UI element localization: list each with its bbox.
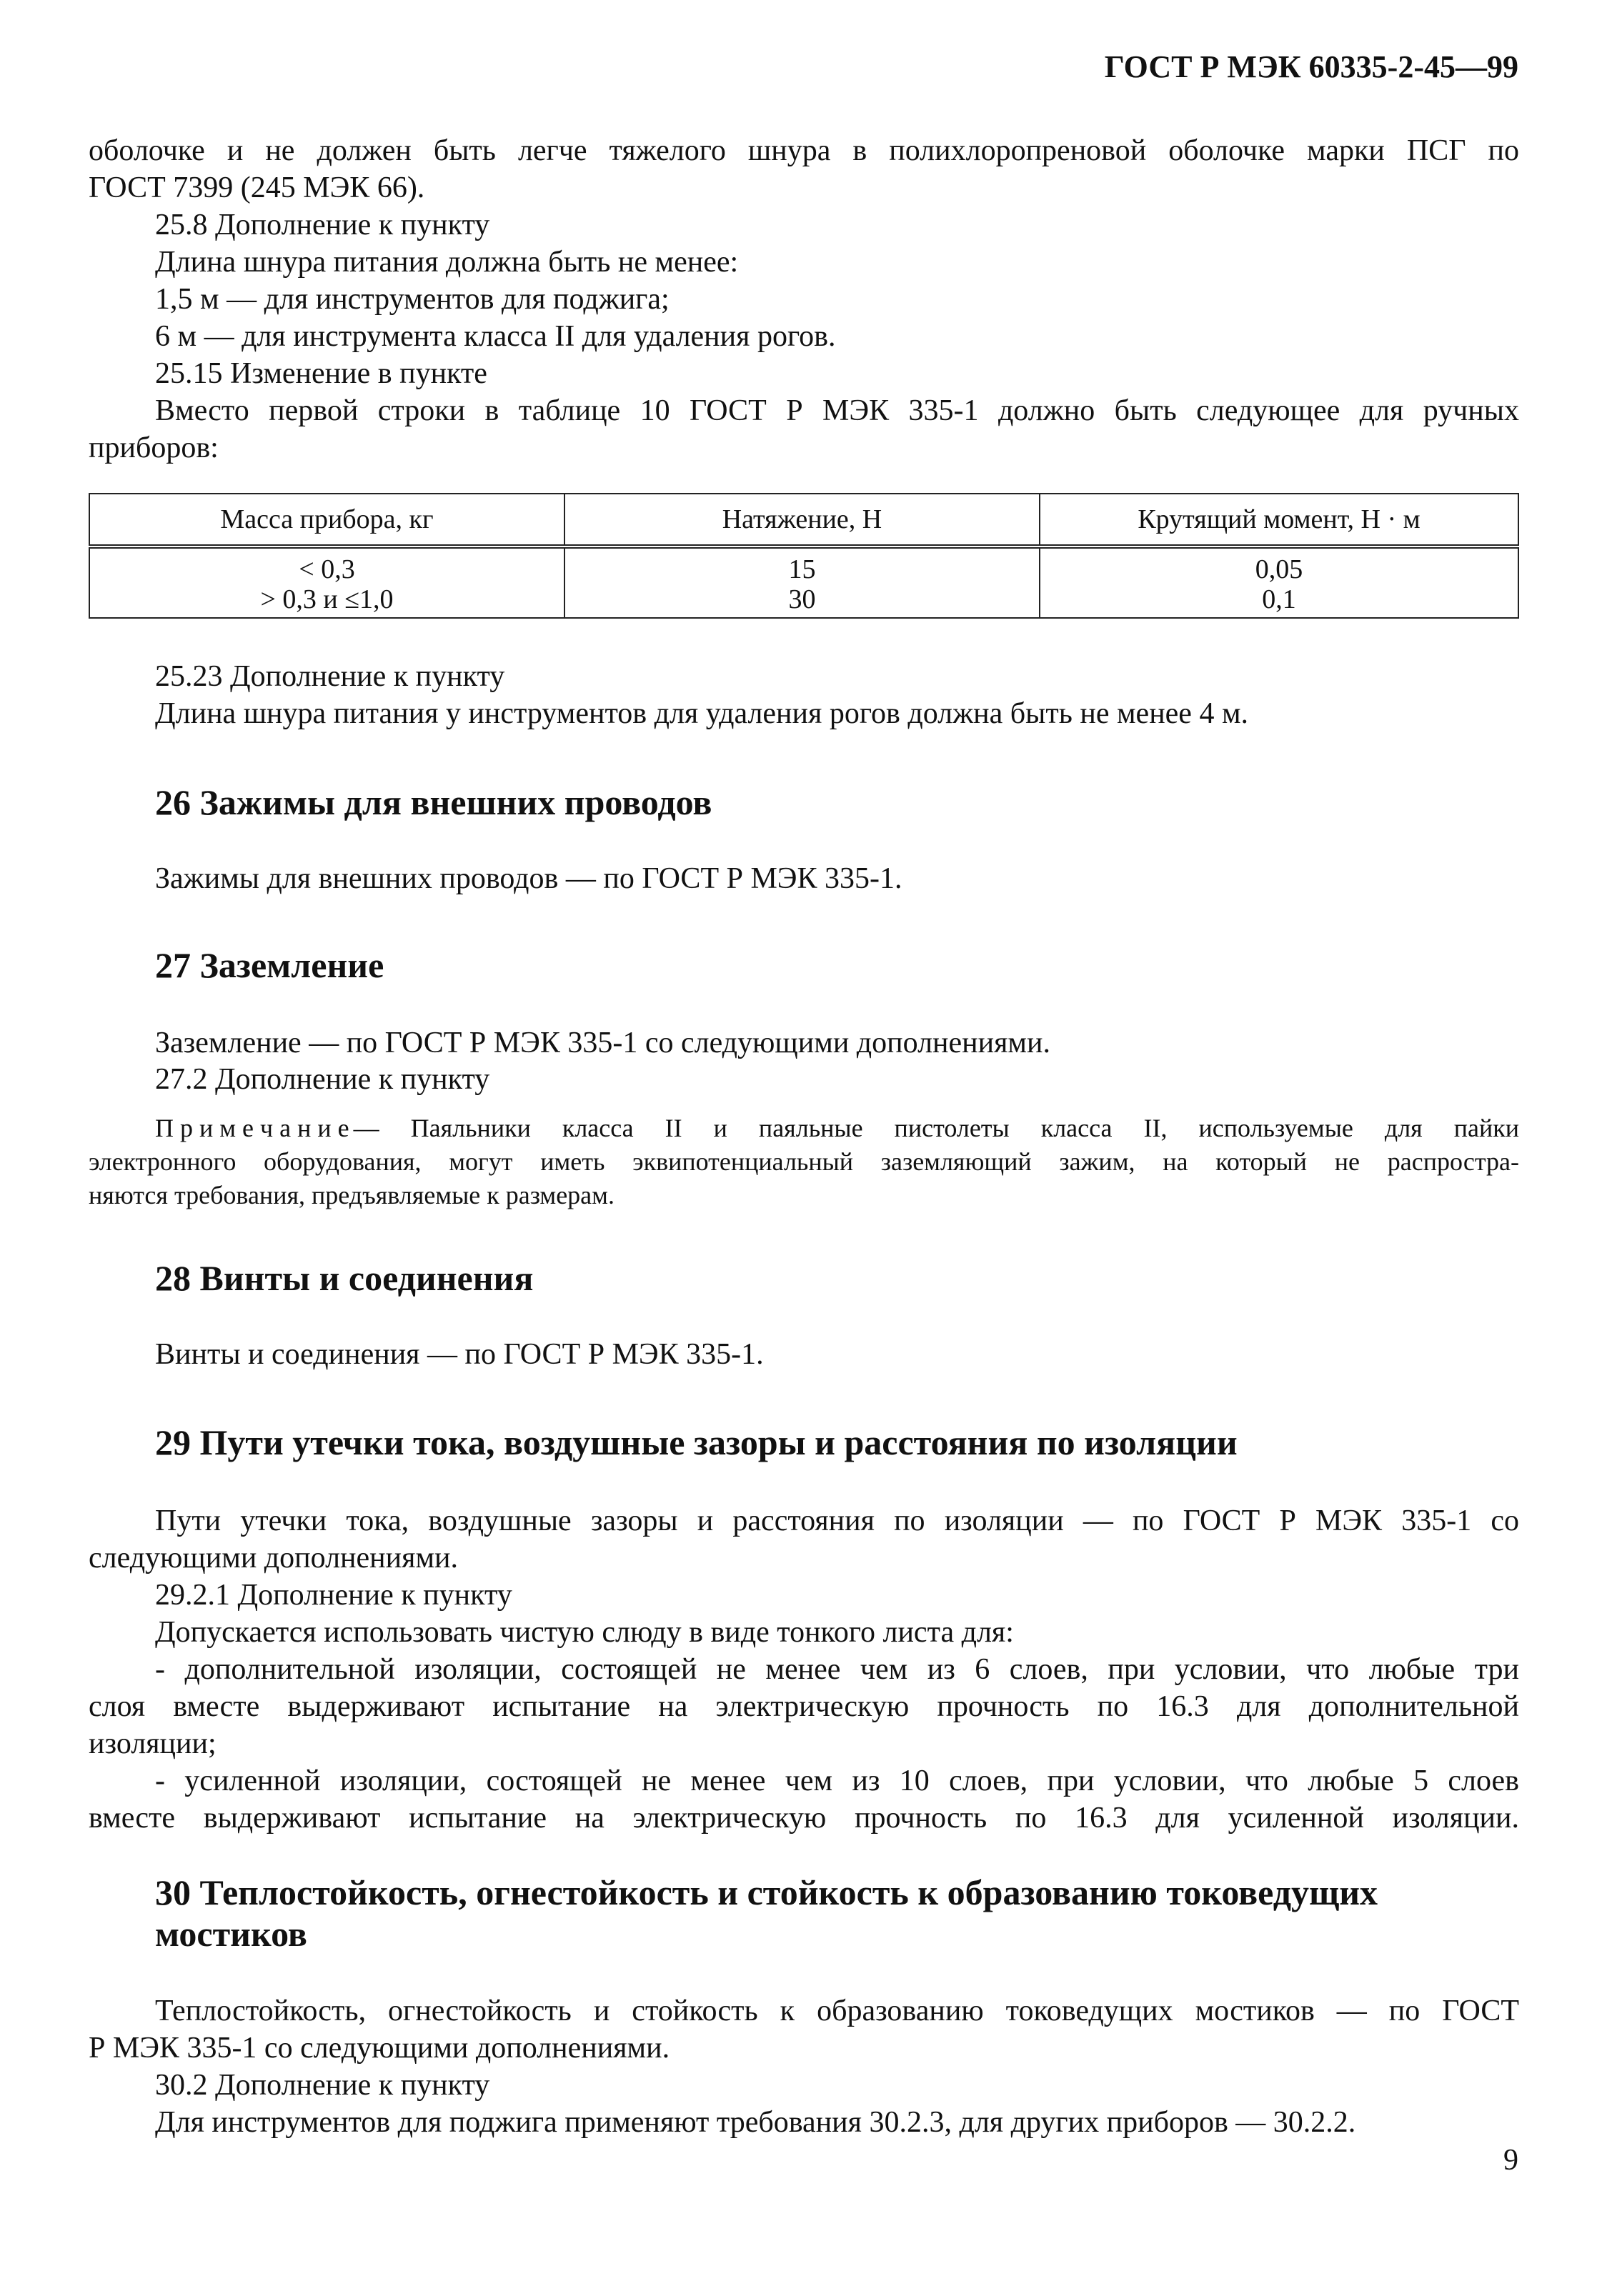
clause-reference: 29.2.1 Дополнение к пункту <box>155 1579 512 1612</box>
note-line: электронного оборудования, могут иметь эквипотенциальный заземляющий зажим, на который не распростра- <box>89 1147 1519 1176</box>
note-line: няются требования, предъявляемые к размерам. <box>89 1181 615 1209</box>
section-heading: 30 Теплостойкость, огнестойкость и стойкость к образованию токоведущих <box>155 1872 1378 1912</box>
paragraph-line: Заземление — по ГОСТ Р МЭК 335-1 со следующими дополнениями. <box>155 1027 1050 1059</box>
table-cell: 0,05 <box>1040 546 1518 584</box>
paragraph-line: Винты и соединения — по ГОСТ Р МЭК 335-1. <box>155 1338 764 1371</box>
clause-reference: 27.2 Дополнение к пункту <box>155 1063 490 1096</box>
paragraph-line: приборов: <box>89 431 219 464</box>
document-header: ГОСТ Р МЭК 60335-2-45—99 <box>1104 49 1518 84</box>
paragraph-line: Пути утечки тока, воздушные зазоры и расстояния по изоляции — по ГОСТ Р МЭК 335-1 со <box>155 1504 1519 1537</box>
paragraph-line: Р МЭК 335-1 со следующими дополнениями. <box>89 2032 670 2065</box>
table-header-cell: Масса прибора, кг <box>89 494 564 546</box>
list-item: - дополнительной изоляции, состоящей не менее чем из 6 слоев, при условии, что любые три <box>155 1653 1519 1686</box>
list-item: 1,5 м — для инструментов для поджига; <box>155 283 670 316</box>
clause-reference: 25.15 Изменение в пункте <box>155 357 487 390</box>
paragraph-line: Допускается использовать чистую слюду в виде тонкого листа для: <box>155 1616 1014 1649</box>
section-heading: 27 Заземление <box>155 945 384 985</box>
clause-reference: 25.8 Дополнение к пункту <box>155 209 490 241</box>
table-cell: 30 <box>564 584 1040 618</box>
note-line <box>155 1112 1519 1144</box>
clause-reference: 25.23 Дополнение к пункту <box>155 660 505 693</box>
paragraph-line: Длина шнура питания у инструментов для удаления рогов должна быть не менее 4 м. <box>155 697 1249 730</box>
table-cell: 0,1 <box>1040 584 1518 618</box>
section-heading: мостиков <box>155 1914 307 1954</box>
list-item: вместе выдерживают испытание на электрическую прочность по 16.3 для усиленной изоляции. <box>89 1802 1519 1835</box>
data-table <box>89 493 1519 619</box>
paragraph-line: Зажимы для внешних проводов — по ГОСТ Р МЭК 335-1. <box>155 862 902 895</box>
paragraph-line: следующими дополнениями. <box>89 1542 459 1574</box>
paragraph-line: Вместо первой строки в таблице 10 ГОСТ Р МЭК 335-1 должно быть следующее для ручных <box>155 394 1519 427</box>
section-heading: 29 Пути утечки тока, воздушные зазоры и расстояния по изоляции <box>155 1422 1238 1462</box>
table-cell: 15 <box>564 546 1040 584</box>
clause-reference: 30.2 Дополнение к пункту <box>155 2069 490 2102</box>
table-header-row <box>89 494 1518 546</box>
paragraph-line: Длина шнура питания должна быть не менее: <box>155 246 739 279</box>
table-header-cell: Натяжение, Н <box>564 494 1040 546</box>
section-heading: 28 Винты и соединения <box>155 1258 534 1298</box>
list-item: слоя вместе выдерживают испытание на электрическую прочность по 16.3 для дополнительной <box>89 1690 1519 1723</box>
table-cell: < 0,3 <box>89 546 564 584</box>
table-cell: > 0,3 и ≤1,0 <box>89 584 564 618</box>
table-header-cell: Крутящий момент, Н · м <box>1040 494 1518 546</box>
note-label: П р и м е ч а н и е <box>155 1114 349 1142</box>
table-row <box>89 546 1518 584</box>
paragraph-line: ГОСТ 7399 (245 МЭК 66). <box>89 171 425 204</box>
list-item: изоляции; <box>89 1727 217 1760</box>
table-row <box>89 584 1518 618</box>
page-number: 9 <box>1503 2144 1518 2177</box>
list-item: 6 м — для инструмента класса II для удаления рогов. <box>155 320 836 353</box>
list-item: - усиленной изоляции, состоящей не менее чем из 10 слоев, при условии, что любые 5 слоев <box>155 1765 1519 1797</box>
section-heading: 26 Зажимы для внешних проводов <box>155 782 712 822</box>
note-text: — Паяльники класса II и паяльные пистолеты класса II, используемые для пайки <box>353 1114 1519 1142</box>
paragraph-line: Для инструментов для поджига применяют требования 30.2.3, для других приборов — 30.2.2. <box>155 2106 1356 2139</box>
paragraph-line: оболочке и не должен быть легче тяжелого шнура в полихлоропреновой оболочке марки ПСГ по <box>89 134 1519 167</box>
paragraph-line: Теплостойкость, огнестойкость и стойкость к образованию токоведущих мостиков — по ГОСТ <box>155 1995 1519 2027</box>
